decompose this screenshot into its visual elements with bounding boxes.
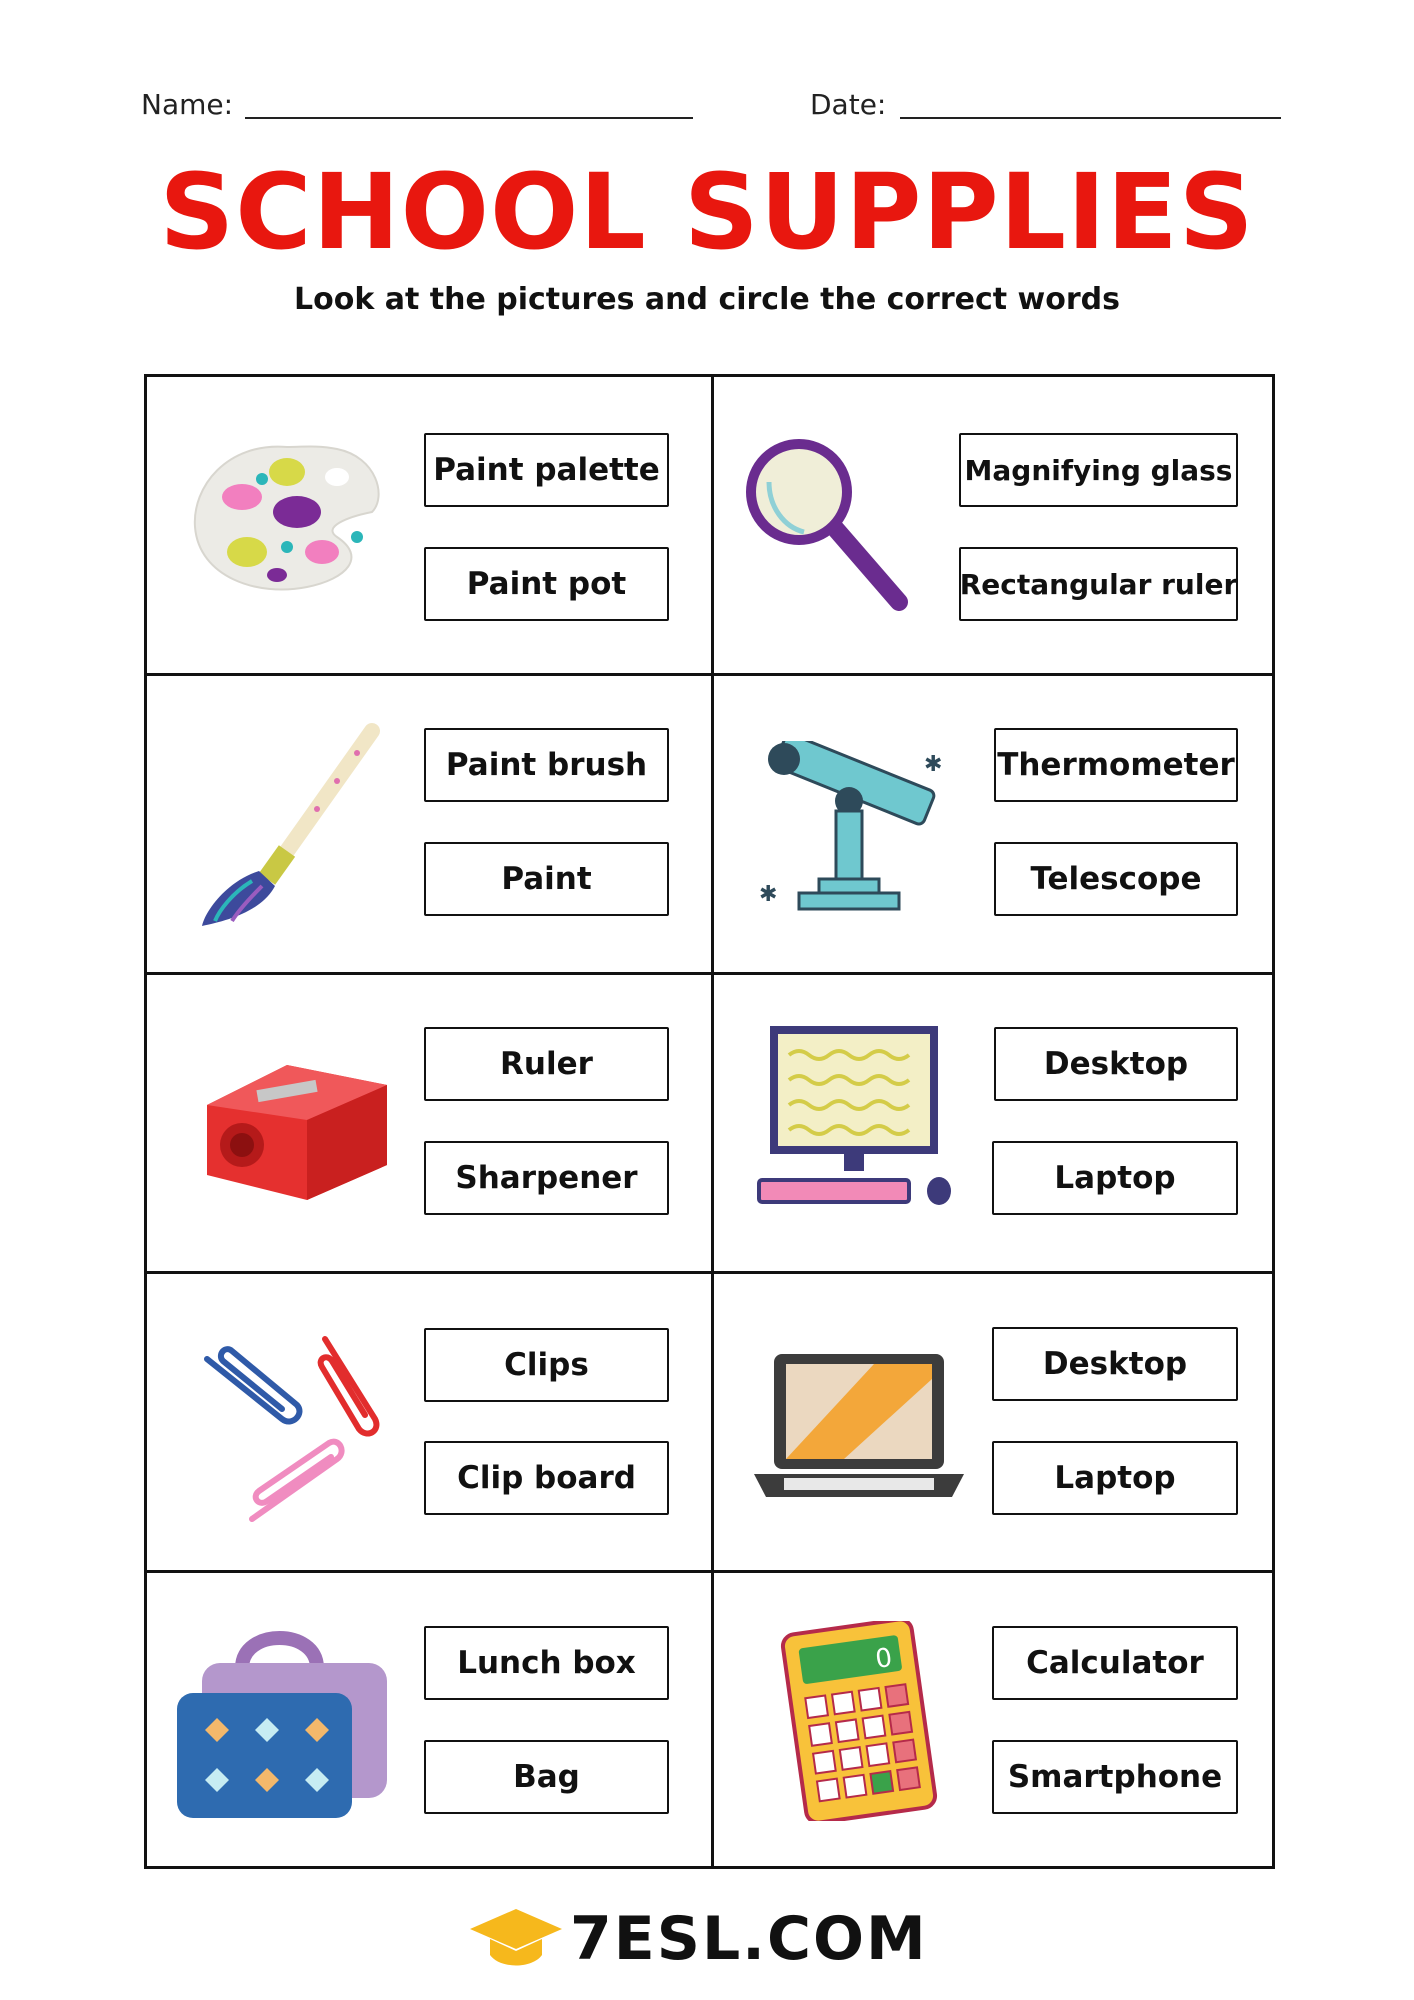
name-field-line[interactable] bbox=[245, 117, 693, 119]
option-clips[interactable]: Clips bbox=[424, 1328, 669, 1402]
name-label: Name: bbox=[141, 88, 234, 121]
paint-brush-icon bbox=[197, 721, 387, 931]
desktop-computer-icon bbox=[754, 1025, 954, 1215]
option-calculator[interactable]: Calculator bbox=[992, 1626, 1238, 1700]
cell-paint-palette bbox=[147, 377, 709, 673]
option-paint-brush[interactable]: Paint brush bbox=[424, 728, 669, 802]
option-desktop[interactable]: Desktop bbox=[994, 1027, 1238, 1101]
graduation-cap-icon bbox=[468, 1907, 564, 1973]
date-field-line[interactable] bbox=[900, 117, 1281, 119]
option-lunch-box[interactable]: Lunch box bbox=[424, 1626, 669, 1700]
magnifying-glass-icon bbox=[744, 437, 914, 617]
option-bag[interactable]: Bag bbox=[424, 1740, 669, 1814]
svg-text:0: 0 bbox=[873, 1642, 895, 1675]
worksheet-grid bbox=[144, 374, 1275, 1869]
cell-laptop bbox=[714, 1274, 1276, 1570]
calculator-icon bbox=[774, 1621, 944, 1821]
option-ruler[interactable]: Ruler bbox=[424, 1027, 669, 1101]
option-thermometer[interactable]: Thermometer bbox=[994, 728, 1238, 802]
option-smartphone[interactable]: Smartphone bbox=[992, 1740, 1238, 1814]
page-title: SCHOOL SUPPLIES bbox=[159, 151, 1255, 273]
option-sharpener[interactable]: Sharpener bbox=[424, 1141, 669, 1215]
paint-palette-icon bbox=[187, 437, 387, 597]
paper-clips-icon bbox=[197, 1319, 397, 1529]
cell-magnifying-glass bbox=[714, 377, 1276, 673]
svg-text:✱: ✱ bbox=[924, 752, 943, 777]
cell-telescope bbox=[714, 676, 1276, 972]
option-laptop[interactable]: Laptop bbox=[992, 1441, 1238, 1515]
option-clip-board[interactable]: Clip board bbox=[424, 1441, 669, 1515]
cell-desktop-computer bbox=[714, 975, 1276, 1271]
brand-logo bbox=[0, 1905, 1414, 1975]
telescope-icon bbox=[754, 741, 954, 921]
laptop-icon bbox=[754, 1349, 964, 1499]
logo-text: 7ESL.COM bbox=[570, 1904, 928, 1974]
sharpener-icon bbox=[197, 1045, 397, 1205]
option-paint-palette[interactable]: Paint palette bbox=[424, 433, 669, 507]
cell-lunch-box bbox=[147, 1573, 709, 1869]
option-telescope[interactable]: Telescope bbox=[994, 842, 1238, 916]
option-desktop[interactable]: Desktop bbox=[992, 1327, 1238, 1401]
cell-paper-clips bbox=[147, 1274, 709, 1570]
cell-calculator bbox=[714, 1573, 1276, 1869]
lunch-box-icon bbox=[172, 1623, 392, 1823]
option-paint[interactable]: Paint bbox=[424, 842, 669, 916]
option-paint-pot[interactable]: Paint pot bbox=[424, 547, 669, 621]
cell-paint-brush bbox=[147, 676, 709, 972]
instructions: Look at the pictures and circle the correct words bbox=[293, 282, 1120, 317]
option-laptop[interactable]: Laptop bbox=[992, 1141, 1238, 1215]
name-date-row bbox=[0, 88, 1414, 128]
date-label: Date: bbox=[810, 88, 887, 121]
option-magnifying-glass[interactable]: Magnifying glass bbox=[959, 433, 1238, 507]
option-rectangular-ruler[interactable]: Rectangular ruler bbox=[959, 547, 1238, 621]
cell-sharpener bbox=[147, 975, 709, 1271]
svg-text:✱: ✱ bbox=[759, 882, 778, 907]
